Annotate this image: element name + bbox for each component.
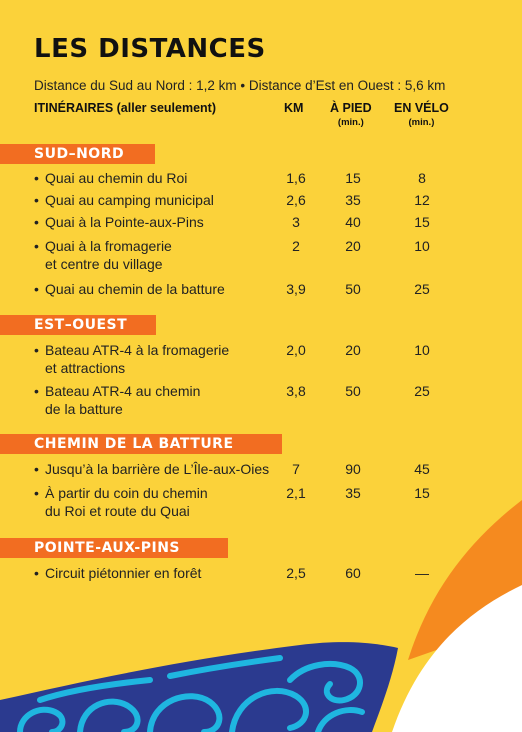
column-header-itinerary: ITINÉRAIRES (aller seulement) xyxy=(34,101,216,115)
section-header-sud-nord: SUD–NORD xyxy=(0,144,155,164)
row-label: Quai à la fromagerie et centre du village xyxy=(45,238,172,272)
row-bike: — xyxy=(415,565,429,581)
row-bike: 15 xyxy=(414,485,430,501)
column-header-walk-label: À PIED xyxy=(330,101,372,115)
row-walk: 50 xyxy=(345,281,361,297)
row-bike: 45 xyxy=(414,461,430,477)
row-label: Quai au chemin de la batture xyxy=(45,281,225,297)
row-km: 3,8 xyxy=(286,383,306,399)
row-bike: 12 xyxy=(414,192,430,208)
row-km: 2 xyxy=(292,238,300,254)
row-km: 7 xyxy=(292,461,300,477)
row-label: Bateau ATR-4 au chemin de la batture xyxy=(45,383,201,417)
section-header-est-ouest: EST–OUEST xyxy=(0,315,156,335)
row-label: Jusqu’à la barrière de L’Île-aux-Oies xyxy=(45,461,270,477)
row-bike: 15 xyxy=(414,214,430,230)
row-label: Quai au camping municipal xyxy=(45,192,214,208)
row-label: À partir du coin du chemin du Roi et route du Quai xyxy=(45,485,208,519)
section-header-pointe-aux-pins: POINTE-AUX-PINS xyxy=(0,538,228,558)
row-km: 1,6 xyxy=(286,170,306,186)
column-header-bike-unit: (min.) xyxy=(408,117,435,128)
row-walk: 90 xyxy=(345,461,361,477)
column-header-km: KM xyxy=(284,101,304,115)
row-walk: 40 xyxy=(345,214,361,230)
column-header-bike-label: EN VÉLO xyxy=(394,101,449,115)
row-bike: 10 xyxy=(414,238,430,254)
row-walk: 20 xyxy=(345,238,361,254)
row-bike: 25 xyxy=(414,281,430,297)
row-bike: 8 xyxy=(418,170,426,186)
row-label: Quai à la Pointe-aux-Pins xyxy=(45,214,204,230)
row-bike: 25 xyxy=(414,383,430,399)
row-km: 2,5 xyxy=(286,565,306,581)
column-header-bike xyxy=(394,101,449,128)
row-km: 3 xyxy=(292,214,300,230)
section-header-chemin-batture: CHEMIN DE LA BATTURE xyxy=(0,434,282,454)
row-walk: 20 xyxy=(345,342,361,358)
row-bike: 10 xyxy=(414,342,430,358)
row-walk: 15 xyxy=(345,170,361,186)
row-km: 3,9 xyxy=(286,281,306,297)
row-km: 2,1 xyxy=(286,485,306,501)
row-km: 2,6 xyxy=(286,192,306,208)
row-label: Quai au chemin du Roi xyxy=(45,170,188,186)
row-walk: 35 xyxy=(345,192,361,208)
row-walk: 35 xyxy=(345,485,361,501)
row-walk: 50 xyxy=(345,383,361,399)
row-km: 2,0 xyxy=(286,342,306,358)
row-label: Circuit piétonnier en forêt xyxy=(45,565,202,581)
column-header-walk xyxy=(330,101,372,128)
page-subtitle: Distance du Sud au Nord : 1,2 km • Distance d’Est en Ouest : 5,6 km xyxy=(34,78,446,93)
row-label: Bateau ATR-4 à la fromagerie et attractions xyxy=(45,342,230,376)
page-title: LES DISTANCES xyxy=(34,34,266,64)
row-walk: 60 xyxy=(345,565,361,581)
column-header-walk-unit: (min.) xyxy=(337,117,364,128)
